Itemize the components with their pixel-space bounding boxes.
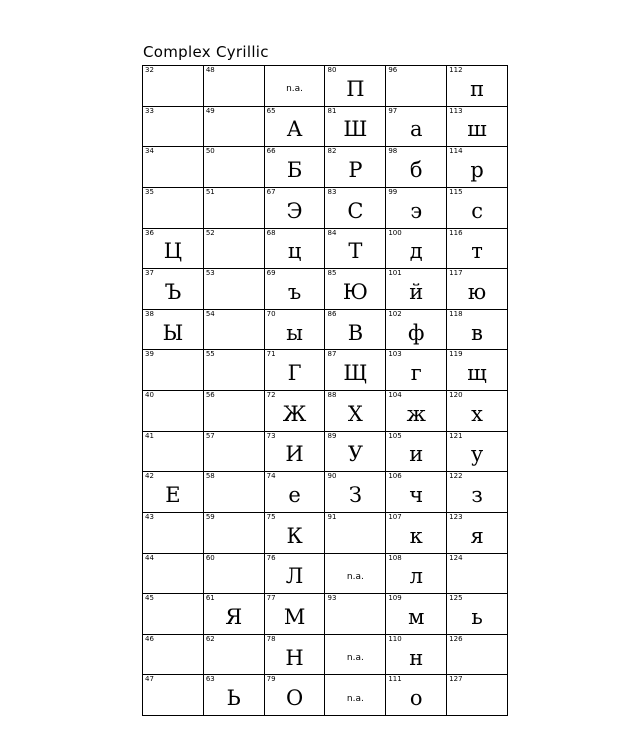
glyph: й <box>409 279 424 304</box>
glyph: з <box>471 483 483 508</box>
not-available-label: n.a. <box>346 571 364 582</box>
char-code-label: 102 <box>388 309 402 318</box>
glyph <box>143 439 203 472</box>
glyph: б <box>409 158 423 183</box>
char-code-label: 108 <box>388 553 402 562</box>
glyph: ч <box>409 483 424 508</box>
char-code-label: 59 <box>205 512 215 521</box>
char-code-label: 105 <box>388 431 402 440</box>
char-code-label: 89 <box>327 431 337 440</box>
glyph: М <box>283 604 306 629</box>
table-cell <box>143 675 204 716</box>
glyph: И <box>285 442 304 467</box>
char-code-label: 114 <box>449 147 463 156</box>
glyph: Ь <box>226 686 241 711</box>
char-code-label: 74 <box>266 472 276 481</box>
glyph <box>204 642 264 675</box>
table-cell <box>386 554 447 595</box>
glyph: ь <box>471 604 483 629</box>
table-cell <box>447 513 508 554</box>
table-cell <box>325 107 386 148</box>
char-code-label: 37 <box>145 269 154 278</box>
glyph: ш <box>467 117 487 142</box>
table-cell <box>143 350 204 391</box>
glyph: У <box>347 442 363 467</box>
glyph: ж <box>406 401 426 426</box>
glyph: О <box>285 686 304 711</box>
char-code-label: 97 <box>388 106 398 115</box>
glyph: Ы <box>162 320 184 345</box>
table-cell <box>447 635 508 676</box>
char-code-label: 103 <box>388 350 402 359</box>
char-code-label: 68 <box>266 228 276 237</box>
table-cell <box>143 594 204 635</box>
table-cell <box>325 554 386 595</box>
glyph <box>143 601 203 634</box>
glyph: Г <box>287 361 302 386</box>
char-code-label: 46 <box>145 634 154 643</box>
table-cell <box>447 66 508 107</box>
table-cell <box>386 107 447 148</box>
table-cell <box>386 432 447 473</box>
table-cell <box>265 472 326 513</box>
table-cell <box>204 107 265 148</box>
glyph <box>325 601 385 634</box>
char-code-label: 84 <box>327 228 337 237</box>
glyph <box>325 520 385 553</box>
char-code-label: 120 <box>449 391 463 399</box>
glyph: В <box>347 320 364 345</box>
table-cell <box>265 350 326 391</box>
char-code-label: 53 <box>205 269 215 278</box>
table-cell <box>447 391 508 432</box>
char-code-label: 109 <box>388 594 402 603</box>
glyph: л <box>409 564 423 589</box>
glyph: Р <box>348 158 363 183</box>
glyph: м <box>408 604 425 629</box>
table-cell <box>204 391 265 432</box>
char-code-label: 60 <box>205 553 215 562</box>
glyph <box>143 642 203 675</box>
glyph <box>143 195 203 228</box>
table-cell <box>325 472 386 513</box>
glyph: З <box>348 483 362 508</box>
glyph: я <box>470 523 484 548</box>
glyph <box>447 682 507 715</box>
glyph <box>204 276 264 309</box>
char-code-label: 63 <box>205 675 215 684</box>
char-code-label: 96 <box>388 66 398 74</box>
char-code-label: 52 <box>205 228 215 237</box>
table-cell <box>143 513 204 554</box>
table-cell <box>325 66 386 107</box>
table-cell <box>447 594 508 635</box>
char-code-label: 122 <box>449 472 463 481</box>
glyph <box>204 357 264 390</box>
glyph <box>204 439 264 472</box>
char-code-label: 110 <box>388 634 402 643</box>
table-cell <box>204 675 265 716</box>
glyph <box>204 195 264 228</box>
char-code-label: 126 <box>449 634 463 643</box>
char-code-label: 72 <box>266 391 276 399</box>
char-code-label: 83 <box>327 187 337 196</box>
glyph: Н <box>285 645 304 670</box>
table-cell <box>447 107 508 148</box>
glyph <box>143 682 203 715</box>
char-code-label: 115 <box>449 187 463 196</box>
table-cell <box>386 229 447 270</box>
table-cell <box>265 310 326 351</box>
glyph: р <box>470 158 484 183</box>
table-cell <box>386 391 447 432</box>
char-code-label: 113 <box>449 106 463 115</box>
glyph <box>143 154 203 187</box>
table-cell <box>204 472 265 513</box>
not-available-label: n.a. <box>346 693 364 704</box>
char-code-label: 82 <box>327 147 337 156</box>
table-cell <box>265 66 326 107</box>
table-cell <box>265 107 326 148</box>
char-code-label: 61 <box>205 594 215 603</box>
table-cell <box>143 188 204 229</box>
char-code-label: 55 <box>205 350 215 359</box>
table-cell <box>325 432 386 473</box>
char-code-label: 38 <box>145 309 154 318</box>
char-code-label: 124 <box>449 553 463 562</box>
char-code-label: 50 <box>205 147 215 156</box>
glyph: Щ <box>343 361 368 386</box>
char-code-label: 80 <box>327 66 337 74</box>
char-code-label: 67 <box>266 187 276 196</box>
char-code-label: 51 <box>205 187 215 196</box>
glyph: Ж <box>282 401 307 426</box>
table-cell <box>386 310 447 351</box>
char-code-label: 112 <box>449 66 463 74</box>
table-cell <box>447 432 508 473</box>
char-code-label: 36 <box>145 228 154 237</box>
table-cell <box>204 66 265 107</box>
table-cell <box>265 594 326 635</box>
glyph <box>204 317 264 350</box>
glyph: Я <box>225 604 243 629</box>
table-cell <box>325 269 386 310</box>
char-code-label: 127 <box>449 675 463 684</box>
table-cell <box>204 350 265 391</box>
table-cell <box>204 635 265 676</box>
glyph <box>143 73 203 106</box>
table-cell <box>204 310 265 351</box>
char-code-label: 78 <box>266 634 276 643</box>
char-code-label: 73 <box>266 431 276 440</box>
table-cell <box>325 310 386 351</box>
char-code-label: 41 <box>145 431 154 440</box>
glyph: ъ <box>287 279 302 304</box>
char-code-label: 77 <box>266 594 276 603</box>
char-code-label: 79 <box>266 675 276 684</box>
glyph <box>204 154 264 187</box>
table-cell <box>386 472 447 513</box>
table-cell <box>143 147 204 188</box>
table-cell <box>447 350 508 391</box>
table-cell <box>265 635 326 676</box>
char-code-label: 117 <box>449 269 463 278</box>
glyph: П <box>346 76 365 101</box>
char-code-label: 42 <box>145 472 154 481</box>
char-code-label: 54 <box>205 309 215 318</box>
char-code-label: 87 <box>327 350 337 359</box>
table-cell <box>325 229 386 270</box>
table-cell <box>204 269 265 310</box>
char-code-label: 43 <box>145 512 154 521</box>
table-cell <box>386 188 447 229</box>
table-cell <box>386 147 447 188</box>
char-code-label: 85 <box>327 269 337 278</box>
glyph <box>204 236 264 269</box>
char-code-label: 33 <box>145 106 154 115</box>
glyph: Б <box>286 158 303 183</box>
glyph <box>204 520 264 553</box>
char-code-label: 88 <box>327 391 337 399</box>
glyph <box>204 73 264 106</box>
char-code-label: 76 <box>266 553 276 562</box>
table-cell <box>204 594 265 635</box>
glyph: щ <box>467 361 487 386</box>
table-cell <box>325 675 386 716</box>
table-cell <box>386 513 447 554</box>
table-cell <box>325 391 386 432</box>
char-code-label: 118 <box>449 309 463 318</box>
table-cell <box>386 594 447 635</box>
table-cell <box>447 229 508 270</box>
glyph <box>143 520 203 553</box>
char-code-label: 93 <box>327 594 337 603</box>
table-cell <box>143 391 204 432</box>
char-code-label: 66 <box>266 147 276 156</box>
glyph: э <box>410 198 423 223</box>
table-cell <box>447 310 508 351</box>
table-cell <box>204 188 265 229</box>
glyph <box>386 73 446 106</box>
table-cell <box>386 350 447 391</box>
char-code-label: 49 <box>205 106 215 115</box>
glyph: Т <box>348 239 363 264</box>
table-cell <box>143 269 204 310</box>
table-cell <box>265 269 326 310</box>
table-cell <box>143 310 204 351</box>
table-cell <box>143 107 204 148</box>
char-code-label: 121 <box>449 431 463 440</box>
table-cell <box>386 66 447 107</box>
glyph: ф <box>408 320 425 345</box>
char-code-label: 111 <box>388 675 402 684</box>
table-cell <box>447 269 508 310</box>
character-table <box>142 65 508 716</box>
glyph <box>143 561 203 594</box>
table-cell <box>265 391 326 432</box>
char-code-label: 125 <box>449 594 463 603</box>
glyph: х <box>471 401 483 426</box>
char-code-label: 32 <box>145 66 154 74</box>
glyph: в <box>471 320 483 345</box>
char-code-label: 100 <box>388 228 402 237</box>
glyph: п <box>470 76 485 101</box>
table-cell <box>143 432 204 473</box>
glyph: Ъ <box>164 279 182 304</box>
char-code-label: 106 <box>388 472 402 481</box>
glyph <box>204 479 264 512</box>
table-cell <box>204 513 265 554</box>
table-cell <box>325 188 386 229</box>
char-code-label: 62 <box>205 634 215 643</box>
table-cell <box>447 472 508 513</box>
glyph: Л <box>285 564 304 589</box>
table-cell <box>447 675 508 716</box>
glyph: Ю <box>342 279 368 304</box>
table-cell <box>325 513 386 554</box>
char-code-label: 69 <box>266 269 276 278</box>
glyph: т <box>471 239 483 264</box>
table-cell <box>386 269 447 310</box>
char-code-label: 101 <box>388 269 402 278</box>
glyph <box>204 561 264 594</box>
char-code-label: 75 <box>266 512 276 521</box>
char-code-label: 71 <box>266 350 276 359</box>
not-available-label: n.a. <box>286 84 304 95</box>
glyph <box>204 114 264 147</box>
char-code-label: 35 <box>145 187 154 196</box>
glyph: н <box>409 645 424 670</box>
char-code-label: 57 <box>205 431 215 440</box>
table-cell <box>204 554 265 595</box>
char-code-label: 40 <box>145 391 154 399</box>
glyph: Е <box>165 483 181 508</box>
glyph: с <box>471 198 483 223</box>
char-code-label: 119 <box>449 350 463 359</box>
table-cell <box>265 513 326 554</box>
glyph <box>204 398 264 431</box>
char-code-label: 91 <box>327 512 337 521</box>
char-code-label: 58 <box>205 472 215 481</box>
table-cell <box>265 554 326 595</box>
char-code-label: 104 <box>388 391 402 399</box>
table-cell <box>143 635 204 676</box>
table-cell <box>143 66 204 107</box>
table-cell <box>447 554 508 595</box>
glyph <box>143 114 203 147</box>
table-cell <box>204 432 265 473</box>
char-code-label: 45 <box>145 594 154 603</box>
glyph <box>143 357 203 390</box>
char-code-label: 44 <box>145 553 154 562</box>
table-cell <box>265 229 326 270</box>
table-cell <box>265 147 326 188</box>
table-cell <box>143 472 204 513</box>
glyph: ю <box>467 279 487 304</box>
table-cell <box>447 147 508 188</box>
table-cell <box>325 594 386 635</box>
table-cell <box>325 635 386 676</box>
char-code-label: 98 <box>388 147 398 156</box>
char-code-label: 65 <box>266 106 276 115</box>
glyph: о <box>409 686 423 711</box>
char-code-label: 34 <box>145 147 154 156</box>
char-code-label: 70 <box>266 309 276 318</box>
glyph: К <box>286 523 303 548</box>
glyph: Ш <box>343 117 368 142</box>
glyph: и <box>409 442 424 467</box>
not-available-label: n.a. <box>346 653 364 664</box>
table-cell <box>204 147 265 188</box>
char-code-label: 123 <box>449 512 463 521</box>
char-code-label: 116 <box>449 228 463 237</box>
char-code-label: 99 <box>388 187 398 196</box>
char-code-label: 86 <box>327 309 337 318</box>
glyph: С <box>347 198 364 223</box>
table-cell <box>386 675 447 716</box>
glyph: у <box>470 442 484 467</box>
char-code-label: 107 <box>388 512 402 521</box>
glyph: а <box>409 117 423 142</box>
glyph: д <box>409 239 423 264</box>
char-code-label: 90 <box>327 472 337 481</box>
glyph: Х <box>347 401 363 426</box>
table-cell <box>265 188 326 229</box>
glyph: ы <box>286 320 303 345</box>
table-cell <box>204 229 265 270</box>
glyph <box>143 398 203 431</box>
char-code-label: 81 <box>327 106 337 115</box>
table-cell <box>265 675 326 716</box>
table-cell <box>386 635 447 676</box>
char-code-label: 56 <box>205 391 215 399</box>
table-cell <box>447 188 508 229</box>
table-cell <box>325 350 386 391</box>
char-code-label: 48 <box>205 66 215 74</box>
page-title: Complex Cyrillic <box>143 43 269 61</box>
glyph: Э <box>286 198 303 223</box>
glyph: к <box>409 523 423 548</box>
glyph: Ц <box>163 239 183 264</box>
glyph: А <box>286 117 303 142</box>
table-cell <box>143 554 204 595</box>
glyph: ц <box>287 239 302 264</box>
glyph <box>447 642 507 675</box>
glyph: г <box>410 361 422 386</box>
table-cell <box>143 229 204 270</box>
table-cell <box>325 147 386 188</box>
char-code-label: 39 <box>145 350 154 359</box>
table-cell <box>265 432 326 473</box>
glyph: е <box>288 483 301 508</box>
char-code-label: 47 <box>145 675 154 684</box>
glyph <box>447 561 507 594</box>
